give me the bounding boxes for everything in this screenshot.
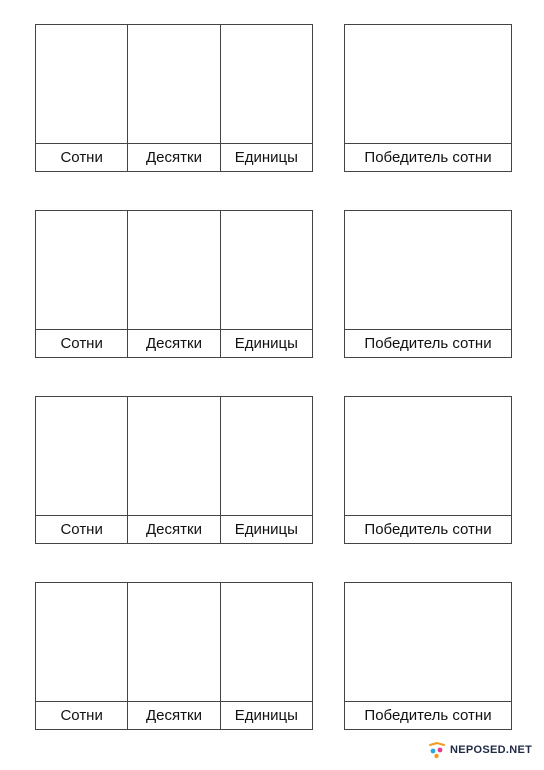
winner-box xyxy=(344,210,512,358)
hundreds-label: Сотни xyxy=(36,701,127,729)
tens-label: Десятки xyxy=(128,329,219,357)
card-row-3 xyxy=(0,396,544,544)
units-cell xyxy=(221,25,312,143)
place-value-table xyxy=(35,210,313,358)
winner-box xyxy=(344,396,512,544)
neposed-logo-icon xyxy=(428,741,446,759)
winner-label: Победитель сотни xyxy=(345,701,511,729)
units-label: Единицы xyxy=(221,329,312,357)
hundreds-label: Сотни xyxy=(36,143,127,171)
units-cell xyxy=(221,211,312,329)
tens-label: Десятки xyxy=(128,515,219,543)
card-row-2 xyxy=(0,210,544,358)
tens-column xyxy=(127,211,219,357)
tens-label: Десятки xyxy=(128,143,219,171)
tens-label: Десятки xyxy=(128,701,219,729)
tens-cell xyxy=(128,397,219,515)
hundreds-cell xyxy=(36,211,127,329)
hundreds-label: Сотни xyxy=(36,515,127,543)
tens-cell xyxy=(128,211,219,329)
hundreds-column xyxy=(36,25,127,171)
winner-cell xyxy=(345,25,511,143)
winner-label: Победитель сотни xyxy=(345,329,511,357)
tens-cell xyxy=(128,583,219,701)
card-row-1 xyxy=(0,24,544,172)
winner-cell xyxy=(345,397,511,515)
units-cell xyxy=(221,397,312,515)
card-row-4 xyxy=(0,582,544,730)
hundreds-cell xyxy=(36,583,127,701)
hundreds-cell xyxy=(36,25,127,143)
winner-box xyxy=(344,24,512,172)
winner-cell xyxy=(345,583,511,701)
units-column xyxy=(220,211,312,357)
winner-label: Победитель сотни xyxy=(345,143,511,171)
hundreds-cell xyxy=(36,397,127,515)
units-cell xyxy=(221,583,312,701)
units-label: Единицы xyxy=(221,515,312,543)
logo-text: NEPOSED.NET xyxy=(450,744,533,756)
neposed-logo xyxy=(428,740,532,760)
tens-column xyxy=(127,397,219,543)
place-value-table xyxy=(35,582,313,730)
winner-cell xyxy=(345,211,511,329)
winner-label: Победитель сотни xyxy=(345,515,511,543)
place-value-table xyxy=(35,24,313,172)
hundreds-label: Сотни xyxy=(36,329,127,357)
tens-cell xyxy=(128,25,219,143)
units-column xyxy=(220,397,312,543)
hundreds-column xyxy=(36,583,127,729)
winner-box xyxy=(344,582,512,730)
hundreds-column xyxy=(36,397,127,543)
units-column xyxy=(220,25,312,171)
hundreds-column xyxy=(36,211,127,357)
tens-column xyxy=(127,583,219,729)
units-label: Единицы xyxy=(221,701,312,729)
place-value-table xyxy=(35,396,313,544)
units-column xyxy=(220,583,312,729)
tens-column xyxy=(127,25,219,171)
units-label: Единицы xyxy=(221,143,312,171)
